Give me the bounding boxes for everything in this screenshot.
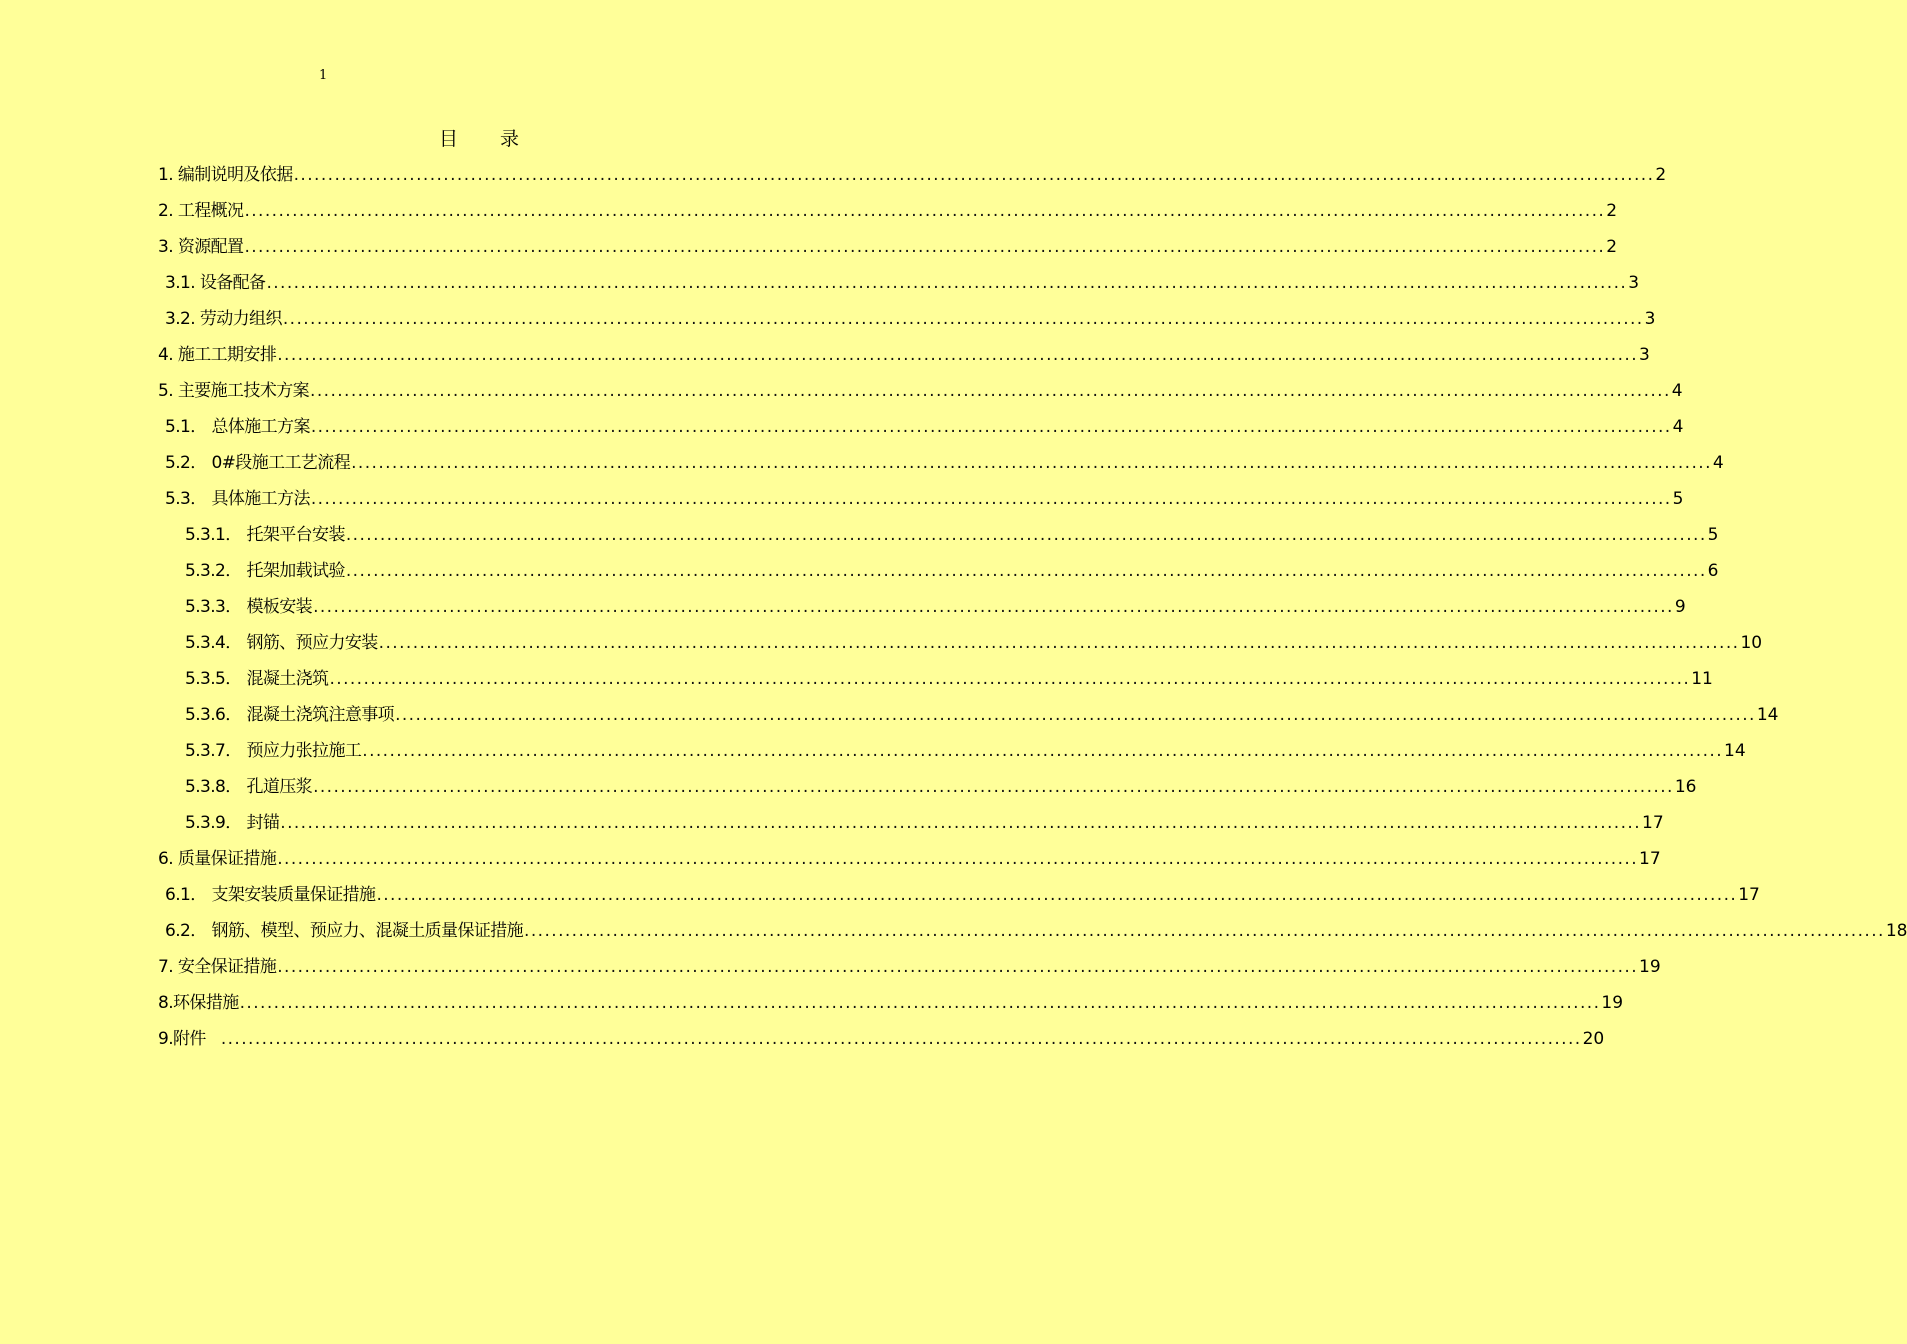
toc-entry[interactable] <box>158 375 1683 403</box>
toc-entry-page: 18 <box>1885 921 1907 941</box>
toc-leader-dots: ........................................................................................................................................................................................................ <box>282 309 1644 329</box>
toc-leader-dots: ........................................................................................................................................................................................................ <box>524 921 1885 941</box>
toc-entry-page: 14 <box>1756 705 1779 725</box>
toc-leader-dots: ........................................................................................................................................................................................................ <box>244 201 1606 221</box>
toc-entry-title: 5.1． 总体施工方案 <box>165 417 310 437</box>
toc-entry-title: 5.3.6． 混凝土浇筑注意事项 <box>185 705 395 725</box>
toc-leader-dots: ........................................................................................................................................................................................................ <box>277 849 1638 869</box>
toc-entry-title: 5.3.9． 封锚 <box>185 813 280 833</box>
toc-entry-page: 17 <box>1642 813 1664 833</box>
toc-leader-dots: ........................................................................................................................................................................................................ <box>378 633 1740 653</box>
toc-entry[interactable] <box>165 915 1907 943</box>
toc-entry[interactable] <box>165 303 1656 331</box>
toc-leader-dots: ........................................................................................................................................................................................................ <box>310 381 1671 401</box>
toc-entry-title: 5.3.3． 模板安装 <box>185 597 313 617</box>
toc-entry-page: 14 <box>1724 741 1746 761</box>
toc-entry[interactable] <box>185 555 1719 583</box>
toc-entry-title: 5.2． 0#段施工工艺流程 <box>165 453 351 473</box>
toc-entry-title: 6.1． 支架安装质量保证措施 <box>165 885 376 905</box>
toc-entry[interactable] <box>165 447 1724 475</box>
toc-entry[interactable] <box>185 807 1664 835</box>
toc-entry-title: 1. 编制说明及依据 <box>158 165 293 185</box>
toc-entry[interactable] <box>165 267 1640 295</box>
toc-leader-dots: ........................................................................................................................................................................................................ <box>362 741 1724 761</box>
toc-leader-dots: ........................................................................................................................................................................................................ <box>266 273 1628 293</box>
toc-leader-dots: ........................................................................................................................................................................................................ <box>280 813 1642 833</box>
toc-entry-title: 3.1. 设备配备 <box>165 273 266 293</box>
toc-leader-dots: ........................................................................................................................................................................................................ <box>220 1029 1582 1049</box>
toc-leader-dots: ........................................................................................................................................................................................................ <box>345 561 1707 581</box>
toc-entry-title: 3.2. 劳动力组织 <box>165 309 282 329</box>
toc-entry-page: 2 <box>1655 165 1667 185</box>
toc-title: 目 录 <box>438 128 538 150</box>
toc-leader-dots: ........................................................................................................................................................................................................ <box>329 669 1691 689</box>
toc-entry-page: 17 <box>1738 885 1760 905</box>
toc-entry[interactable] <box>158 843 1661 871</box>
toc-entry-page: 17 <box>1639 849 1661 869</box>
toc-leader-dots: ........................................................................................................................................................................................................ <box>310 417 1672 437</box>
toc-entry-title: 3. 资源配置 <box>158 237 244 257</box>
toc-entry-page: 4 <box>1672 417 1684 437</box>
toc-entry-page: 3 <box>1639 345 1650 365</box>
toc-entry-page: 4 <box>1712 453 1724 473</box>
toc-entry-title: 2. 工程概况 <box>158 201 244 221</box>
toc-leader-dots: ........................................................................................................................................................................................................ <box>239 993 1601 1013</box>
toc-entry-page: 19 <box>1601 993 1624 1013</box>
toc-entry[interactable] <box>165 411 1684 439</box>
toc-entry-title: 5.3.2． 托架加载试验 <box>185 561 345 581</box>
toc-entry-page: 10 <box>1740 633 1763 653</box>
toc-leader-dots: ........................................................................................................................................................................................................ <box>277 957 1638 977</box>
toc-entry[interactable] <box>185 519 1719 547</box>
toc-entry-title: 4. 施工工期安排 <box>158 345 277 365</box>
toc-entry[interactable] <box>185 771 1697 799</box>
toc-leader-dots: ........................................................................................................................................................................................................ <box>313 597 1674 617</box>
toc-entry[interactable] <box>165 879 1760 907</box>
toc-entry-title: 8.环保措施 <box>158 993 239 1013</box>
toc-leader-dots: ........................................................................................................................................................................................................ <box>310 489 1672 509</box>
toc-entry[interactable] <box>185 627 1763 655</box>
toc-entry-title: 5.3.4． 钢筋、预应力安装 <box>185 633 378 653</box>
toc-entry-title: 5.3.7． 预应力张拉施工 <box>185 741 362 761</box>
toc-leader-dots: ........................................................................................................................................................................................................ <box>244 237 1606 257</box>
toc-leader-dots: ........................................................................................................................................................................................................ <box>351 453 1712 473</box>
toc-entry[interactable] <box>158 951 1661 979</box>
toc-entry-page: 3 <box>1628 273 1640 293</box>
toc-leader-dots: ........................................................................................................................................................................................................ <box>313 777 1674 797</box>
toc-entry-title: 5. 主要施工技术方案 <box>158 381 310 401</box>
toc-entry[interactable] <box>165 483 1684 511</box>
toc-entry-title: 6. 质量保证措施 <box>158 849 277 869</box>
toc-entry[interactable] <box>158 231 1618 259</box>
toc-entry[interactable] <box>158 1023 1605 1051</box>
toc-entry-page: 5 <box>1672 489 1684 509</box>
toc-entry-title: 5.3． 具体施工方法 <box>165 489 310 509</box>
toc-leader-dots: ........................................................................................................................................................................................................ <box>345 525 1707 545</box>
toc-entry[interactable] <box>158 339 1650 367</box>
toc-entry[interactable] <box>158 159 1667 187</box>
toc-entry-title: 7. 安全保证措施 <box>158 957 277 977</box>
toc-entry-page: 11 <box>1691 669 1713 689</box>
toc-leader-dots: ........................................................................................................................................................................................................ <box>293 165 1655 185</box>
toc-entry[interactable] <box>185 663 1713 691</box>
toc-entry-page: 5 <box>1707 525 1719 545</box>
toc-entry-page: 4 <box>1671 381 1683 401</box>
toc-leader-dots: ........................................................................................................................................................................................................ <box>376 885 1738 905</box>
toc-entry-title: 9.附件 <box>158 1029 206 1049</box>
toc-entry-page: 19 <box>1639 957 1661 977</box>
toc-entry[interactable] <box>158 987 1624 1015</box>
toc-leader-dots: ........................................................................................................................................................................................................ <box>277 345 1638 365</box>
toc-entry-page: 2 <box>1606 201 1618 221</box>
toc-entry-page: 2 <box>1606 237 1618 257</box>
toc-entry-title: 5.3.8． 孔道压浆 <box>185 777 313 797</box>
toc-entry[interactable] <box>185 699 1779 727</box>
toc-entry-page: 3 <box>1644 309 1656 329</box>
toc-entry-page: 6 <box>1707 561 1719 581</box>
toc-entry-title: 5.3.5． 混凝土浇筑 <box>185 669 329 689</box>
toc-leader-dots: ........................................................................................................................................................................................................ <box>395 705 1756 725</box>
toc-entry-title: 5.3.1． 托架平台安装 <box>185 525 345 545</box>
toc-entry-title: 6.2． 钢筋、模型、预应力、混凝土质量保证措施 <box>165 921 524 941</box>
toc-entry-page: 16 <box>1674 777 1697 797</box>
toc-entry[interactable] <box>158 195 1618 223</box>
toc-entry-page: 9 <box>1674 597 1686 617</box>
toc-entry[interactable] <box>185 735 1746 763</box>
page-number: 1 <box>319 68 328 83</box>
toc-entry[interactable] <box>185 591 1686 619</box>
toc-entry-page: 20 <box>1582 1029 1605 1049</box>
